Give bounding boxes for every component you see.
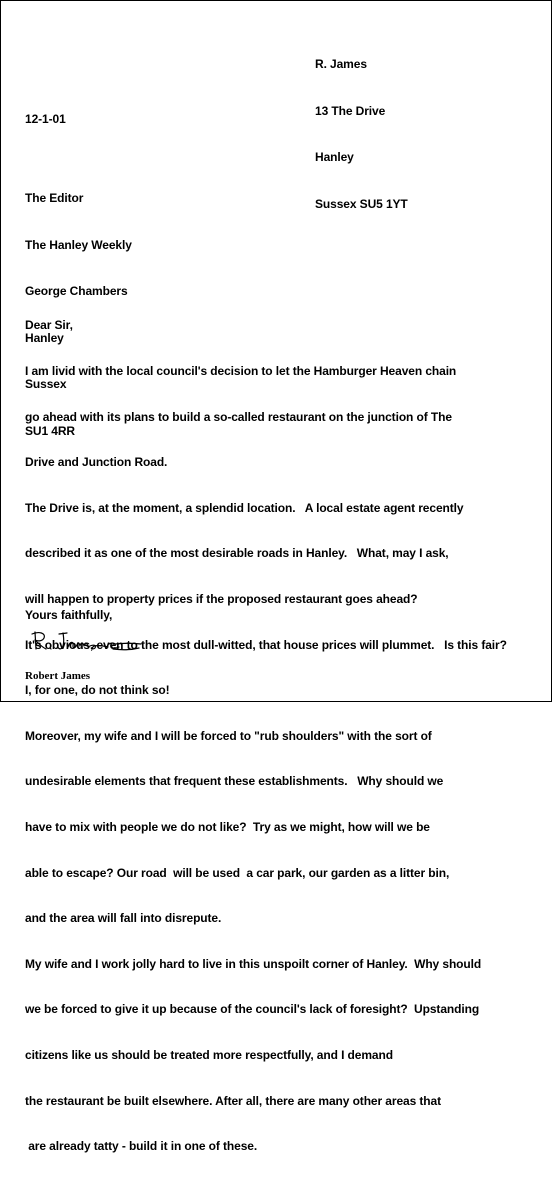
body-line: undesirable elements that frequent these establishments. Why should we [25, 774, 444, 789]
sender-address-line: 13 The Drive [315, 103, 386, 118]
closing-line: Yours faithfully, [25, 608, 113, 622]
body-line: we be forced to give it up because of the council's lack of foresight? Upstanding [25, 1002, 480, 1017]
salutation: Dear Sir, [25, 318, 73, 333]
letter-date: 12-1-01 [25, 112, 66, 126]
body-line: and the area will fall into disrepute. [25, 911, 222, 926]
body-line: I am livid with the local council's decision to let the Hamburger Heaven chain [25, 364, 457, 378]
body-line: I, for one, do not think so! [25, 683, 170, 698]
recipient-line: The Hanley Weekly [25, 237, 132, 252]
sender-address-line: Hanley [315, 150, 354, 164]
body-line: the restaurant be built elsewhere. After all, there are many other areas that [25, 1093, 441, 1108]
sender-address-block [315, 26, 408, 243]
letter-body [25, 288, 507, 1185]
recipient-line: George Chambers [25, 284, 128, 298]
recipient-line: The Editor [25, 191, 84, 205]
body-line: able to escape? Our road will be used a car park, our garden as a litter bin, [25, 865, 450, 880]
body-line: Drive and Junction Road. [25, 455, 168, 470]
body-line: go ahead with its plans to build a so-called restaurant on the junction of The [25, 409, 452, 424]
body-line: citizens like us should be treated more respectfully, and I demand [25, 1047, 393, 1062]
recipient-line: Sussex [25, 377, 67, 391]
body-line: The Drive is, at the moment, a splendid location. A local estate agent recently [25, 500, 464, 515]
body-line: have to mix with people we do not like? Try as we might, how will we be [25, 819, 430, 834]
printed-name: Robert James [25, 670, 91, 682]
body-line: described it as one of the most desirable roads in Hanley. What, may I ask, [25, 546, 449, 561]
sender-address-line: Sussex SU5 1YT [315, 196, 408, 211]
body-line: My wife and I work jolly hard to live in this unspoilt corner of Hanley. Why should [25, 956, 482, 971]
recipient-line: SU1 4RR [25, 423, 75, 438]
recipient-line: Hanley [25, 330, 64, 345]
body-line: Moreover, my wife and I will be forced to "rub shoulders" with the sort of [25, 728, 432, 743]
sender-name: R. James [315, 57, 367, 71]
body-line: will happen to property prices if the proposed restaurant goes ahead? [25, 591, 418, 606]
body-line: It's obvious, even to the most dull-witted, that house prices will plummet. Is this fair? [25, 637, 507, 652]
body-line: are already tatty - build it in one of these. [25, 1139, 258, 1154]
handwritten-signature [29, 629, 144, 655]
